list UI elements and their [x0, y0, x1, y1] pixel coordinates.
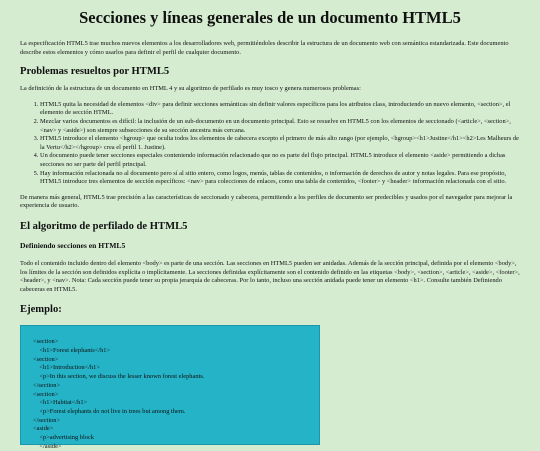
list-item: 4. Un documento puede tener secciones especiales conteniendo información relacionado que no es parte del flujo principal. HTML5 introduce el elemento <aside> permitiendo a dichas secciones no ser parte del perfil principal.	[40, 152, 520, 169]
code-line: </aside>	[33, 442, 62, 450]
problems-list	[20, 101, 520, 187]
problems-closing: De manera más general, HTML5 trae precisión a las características de seccionado y cabecera, permitiendo a los perfiles de documento ser predecibles y usados por el navegador para mejorar la experiencia de usuario.	[20, 193, 513, 210]
outline-subheading: Definiendo secciones en HTML5	[20, 240, 126, 250]
code-line: <aside>	[33, 425, 54, 433]
page-title: Secciones y líneas generales de un documento HTML5	[79, 8, 461, 27]
example-heading: Ejemplo:	[20, 304, 62, 316]
code-line: <h1>Habitat</h1>	[33, 399, 88, 407]
intro-paragraph: La especificación HTML5 trae muchos nuevos elementos a los desarrolladores web, permitiéndoles describir la estructura de un documento web con semántica estandarizada. Este documento describe estos elementos y cómo usarlos para definir el perfil de cualquier documento.	[20, 40, 509, 56]
code-line: <section>	[33, 355, 59, 363]
code-line: </section>	[33, 416, 61, 424]
problems-heading: Problemas resueltos por HTML5	[20, 66, 170, 78]
list-item: 2. Mezclar varios documentos es difícil: la inclusión de un sub-documento en un documento principal. Esto se resuelve en HTML5 con los elementos de seccionado (<article>, <section>, <nav> y <aside>) son siempre subsecciones de su sección ancestra más cercana.	[40, 118, 520, 135]
code-line: <p>In this section, we discuss the lesser known forest elephants.	[33, 373, 205, 381]
code-line: <section>	[33, 338, 59, 346]
code-line: <p>Forest elephants do not live in trees but among them.	[33, 407, 186, 415]
outline-heading: El algoritmo de perfilado de HTML5	[20, 220, 188, 232]
code-line: <section>	[33, 390, 59, 398]
code-example-box	[20, 325, 320, 450]
list-item: 1. HTML5 quita la necesidad de elementos <div> para definir secciones semánticas sin definir valores específicos para los atributos class, introduciendo un nuevo elemento, <section>, el elemento de sección HTML.	[40, 101, 520, 118]
list-item: 5. Hay información relacionada no al documento pero sí al sitio entero, como logos, menús, tablas de contenidos, o información de derechos de autor y notas legales. Para ese propósito, HTML5 introduce tres elementos de sección específicos: <nav> para colecciones de enlaces, como una tabla de contenidos, <footer> y <header> información relacionada con el sitio.	[40, 170, 520, 187]
code-line: <h1>Forest elephants</h1>	[33, 346, 111, 354]
list-item: 3. HTML5 introduce el elemento <hgroup> que oculta todos los elementos de cabecera excepto el primero de más alto rango (por ejemplo, <hgroup><h1>Justine</h1><h2>Les Malheurs de la Vertu</h2></hgroup> crea el perfil 1. Justine).	[40, 135, 520, 152]
code-line: <h1>Introduction</h1>	[33, 364, 100, 372]
outline-paragraph: Todo el contenido incluido dentro del elemento <body> es parte de una sección. Las secciones en HTML5 pueden ser anidadas. Además de la sección principal, definida por el elemento <body>, los límites de la sección son definidos explícita o implícitamente. La secciones definidas explícitamente son el contenido definido en las etiquetas <body>, <section>, <article>, <aside>, <footer>, <header>, y <nav>. Nota: Cada sección puede tener su propia jerarquía de cabeceras. Por lo tanto, incluso una sección anidada puede tener un elemento <h1>. Consulte también Definiendo cabeceras en HTML5.	[20, 259, 520, 293]
problems-intro: La definición de la estructura de un documento en HTML 4 y su algoritmo de perfilado es muy tosco y genera numerosos problemas:	[20, 85, 361, 93]
code-line: </section>	[33, 381, 61, 389]
code-line: <p>advertising block	[33, 434, 94, 442]
